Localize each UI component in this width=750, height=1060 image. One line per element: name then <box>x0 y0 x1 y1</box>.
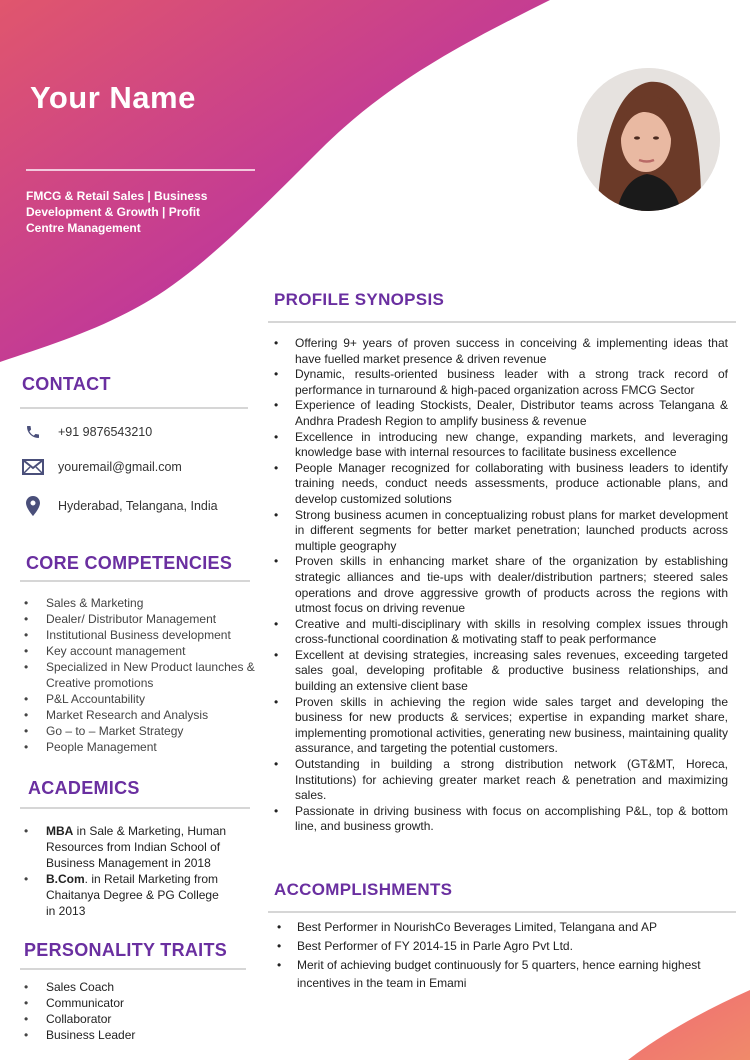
personality-traits-divider <box>20 968 246 970</box>
list-item: • Passionate in driving business with focus on accomplishing P&L, top & bottom line, and business growth. <box>269 804 728 835</box>
list-item: • Strong business acumen in conceptualizing robust plans for market development in different segments for better market penetration; launched products across multiple geography <box>269 508 728 555</box>
list-item: • Creative and multi-disciplinary with skills in resolving complex issues through cross-functional coordination & motivating staff to peak performance <box>269 617 728 648</box>
core-competencies-heading: CORE COMPETENCIES <box>26 553 233 573</box>
degree-name: MBA <box>46 824 74 838</box>
corner-accent <box>628 990 750 1060</box>
personality-traits-heading: PERSONALITY TRAITS <box>24 940 228 960</box>
profile-synopsis-heading: PROFILE SYNOPSIS <box>274 290 445 309</box>
list-item: • Experience of leading Stockists, Dealer, Distributor teams across Telangana & Andhra Pradesh Region to amplify business & revenue <box>269 398 728 429</box>
list-item: • Excellence in introducing new change, expanding markets, and leveraging knowledge base with internal resources to facilitate business excellence <box>269 430 728 461</box>
list-item: • Offering 9+ years of proven success in conceiving & implementing ideas that have fuelled market presence & driven revenue <box>269 336 728 367</box>
contact-location: Hyderabad, Telangana, India <box>58 499 218 513</box>
location-pin-icon <box>22 496 44 516</box>
accomplishments-heading: ACCOMPLISHMENTS <box>274 880 453 899</box>
list-item: • Best Performer in NourishCo Beverages Limited, Telangana and AP <box>269 918 719 936</box>
list-item: • P&L Accountability <box>22 691 258 707</box>
candidate-tagline: FMCG & Retail Sales | Business Development & Growth | Profit Centre Management <box>26 189 208 235</box>
list-item: • Sales Coach <box>22 979 242 995</box>
personality-traits-list <box>22 979 242 1043</box>
profile-photo <box>577 68 720 211</box>
list-item: • Best Performer of FY 2014-15 in Parle Agro Pvt Ltd. <box>269 937 719 955</box>
list-item: • Excellent at devising strategies, increasing sales revenues, exceeding targeted sales goal, developing profitable & productive business relationships, and building an extensive client base <box>269 648 728 695</box>
list-item: • Communicator <box>22 995 242 1011</box>
list-item: • Dynamic, results-oriented business leader with a strong track record of performance in turnaround & high-paced organization across FMCG Sector <box>269 367 728 398</box>
contact-location-row <box>22 496 218 516</box>
accomplishments-list <box>269 918 719 993</box>
academics-list <box>22 823 230 919</box>
degree-detail: . in Retail Marketing from Chaitanya Degree & PG College in 2013 <box>46 872 219 918</box>
list-item: • Institutional Business development <box>22 627 258 643</box>
list-item: • Business Leader <box>22 1027 242 1043</box>
academics-heading: ACADEMICS <box>28 778 140 798</box>
phone-icon <box>22 422 44 442</box>
list-item <box>22 823 230 871</box>
contact-email[interactable]: youremail@gmail.com <box>58 460 182 474</box>
list-item: • People Management <box>22 739 258 755</box>
degree-name: B.Com <box>46 872 85 886</box>
list-item: • People Manager recognized for collaborating with business leaders to identify training needs, conduct needs assessments, produce actionable plans, and develop customized solutions <box>269 461 728 508</box>
contact-heading: CONTACT <box>22 374 111 394</box>
contact-phone[interactable]: +91 9876543210 <box>58 425 153 439</box>
list-item: • Specialized in New Product launches & Creative promotions <box>22 659 258 691</box>
list-item <box>22 871 230 919</box>
list-item: • Key account management <box>22 643 258 659</box>
contact-email-row <box>22 457 182 477</box>
profile-synopsis-divider <box>268 321 736 323</box>
list-item: • Proven skills in enhancing market share of the organization by establishing strategic alliances and tie-ups with dealer/distribution partners; steered sales operations and drove aggressive growth of products across the regions with utmost focus on driving revenue <box>269 554 728 616</box>
core-competencies-list <box>22 595 258 755</box>
list-item: • Go – to – Market Strategy <box>22 723 258 739</box>
degree-detail: in Sale & Marketing, Human Resources from Indian School of Business Management in 2018 <box>46 824 227 870</box>
list-item: • Sales & Marketing <box>22 595 258 611</box>
list-item: • Dealer/ Distributor Management <box>22 611 258 627</box>
core-competencies-divider <box>20 580 250 582</box>
name-divider <box>26 169 255 171</box>
accomplishments-divider <box>268 911 736 913</box>
candidate-name: Your Name <box>30 80 196 115</box>
list-item: • Collaborator <box>22 1011 242 1027</box>
contact-phone-row <box>22 422 152 442</box>
list-item: • Outstanding in building a strong distribution network (GT&MT, Horeca, Institutions) for achieving greater market reach & penetration and maximizing sales. <box>269 757 728 804</box>
contact-divider <box>20 407 248 409</box>
list-item: • Proven skills in achieving the region wide sales target and developing the business for new products & services; expertise in expanding market share, implementing promotional activities, generating new business, maintaining quality assurance, and targeting the potential customers. <box>269 695 728 757</box>
envelope-icon <box>22 457 44 477</box>
list-item: • Market Research and Analysis <box>22 707 258 723</box>
academics-divider <box>20 807 250 809</box>
list-item: • Merit of achieving budget continuously for 5 quarters, hence earning highest incentives in the team in Emami <box>269 956 719 992</box>
profile-synopsis-list <box>269 336 728 835</box>
